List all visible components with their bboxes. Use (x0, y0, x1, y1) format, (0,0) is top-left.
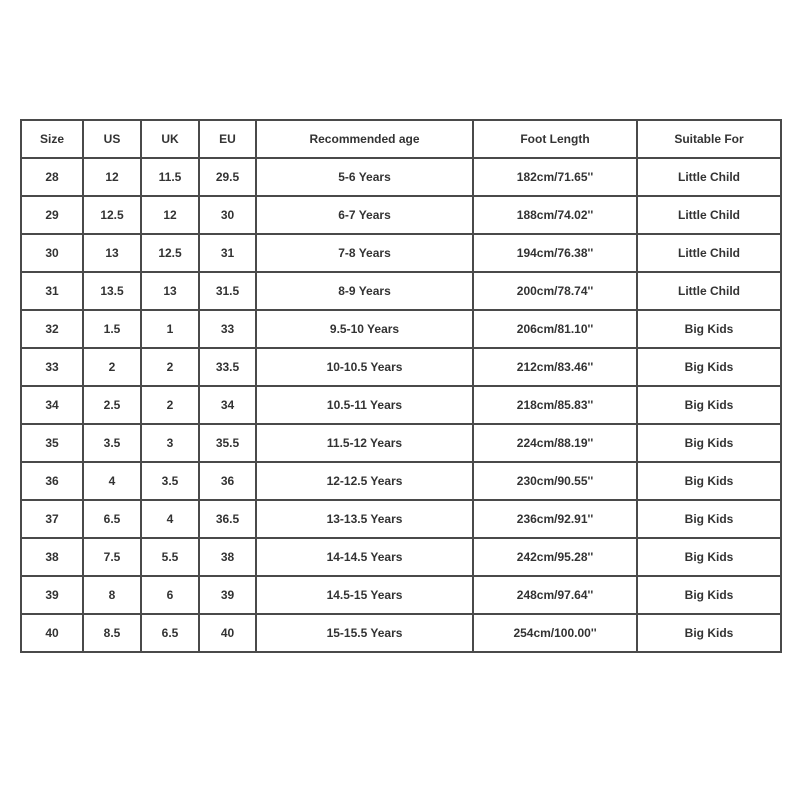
eu-cell: 34 (199, 386, 256, 424)
suitable-for-cell: Big Kids (637, 424, 781, 462)
table-row (21, 348, 781, 386)
us-cell: 3.5 (83, 424, 141, 462)
recommended-age-cell: 13-13.5 Years (256, 500, 473, 538)
us-cell: 2 (83, 348, 141, 386)
size-cell: 30 (21, 234, 83, 272)
suitable-for-cell: Little Child (637, 272, 781, 310)
foot-length-cell: 230cm/90.55'' (473, 462, 637, 500)
header-cell-us: US (83, 120, 141, 158)
table-row (21, 310, 781, 348)
us-cell: 8 (83, 576, 141, 614)
eu-cell: 40 (199, 614, 256, 652)
table-row (21, 424, 781, 462)
uk-cell: 5.5 (141, 538, 199, 576)
table-row (21, 272, 781, 310)
eu-cell: 31.5 (199, 272, 256, 310)
suitable-for-cell: Big Kids (637, 538, 781, 576)
foot-length-cell: 218cm/85.83'' (473, 386, 637, 424)
us-cell: 12 (83, 158, 141, 196)
table-row (21, 576, 781, 614)
eu-cell: 33 (199, 310, 256, 348)
header-cell-foot-length: Foot Length (473, 120, 637, 158)
foot-length-cell: 248cm/97.64'' (473, 576, 637, 614)
size-cell: 28 (21, 158, 83, 196)
table-body (21, 158, 781, 652)
header-cell-uk: UK (141, 120, 199, 158)
size-cell: 29 (21, 196, 83, 234)
foot-length-cell: 242cm/95.28'' (473, 538, 637, 576)
us-cell: 1.5 (83, 310, 141, 348)
uk-cell: 3.5 (141, 462, 199, 500)
uk-cell: 6 (141, 576, 199, 614)
table-row (21, 500, 781, 538)
uk-cell: 11.5 (141, 158, 199, 196)
eu-cell: 33.5 (199, 348, 256, 386)
suitable-for-cell: Big Kids (637, 614, 781, 652)
suitable-for-cell: Big Kids (637, 462, 781, 500)
table-row (21, 462, 781, 500)
recommended-age-cell: 11.5-12 Years (256, 424, 473, 462)
foot-length-cell: 194cm/76.38'' (473, 234, 637, 272)
us-cell: 6.5 (83, 500, 141, 538)
uk-cell: 13 (141, 272, 199, 310)
recommended-age-cell: 15-15.5 Years (256, 614, 473, 652)
size-chart-table (20, 119, 782, 653)
recommended-age-cell: 7-8 Years (256, 234, 473, 272)
uk-cell: 12.5 (141, 234, 199, 272)
table-row (21, 386, 781, 424)
suitable-for-cell: Little Child (637, 158, 781, 196)
uk-cell: 2 (141, 386, 199, 424)
us-cell: 12.5 (83, 196, 141, 234)
uk-cell: 4 (141, 500, 199, 538)
us-cell: 2.5 (83, 386, 141, 424)
table-row (21, 538, 781, 576)
size-cell: 37 (21, 500, 83, 538)
eu-cell: 31 (199, 234, 256, 272)
recommended-age-cell: 5-6 Years (256, 158, 473, 196)
foot-length-cell: 236cm/92.91'' (473, 500, 637, 538)
recommended-age-cell: 10.5-11 Years (256, 386, 473, 424)
uk-cell: 1 (141, 310, 199, 348)
recommended-age-cell: 9.5-10 Years (256, 310, 473, 348)
eu-cell: 30 (199, 196, 256, 234)
suitable-for-cell: Big Kids (637, 386, 781, 424)
foot-length-cell: 200cm/78.74'' (473, 272, 637, 310)
table-row (21, 614, 781, 652)
header-cell-suitable-for: Suitable For (637, 120, 781, 158)
foot-length-cell: 224cm/88.19'' (473, 424, 637, 462)
foot-length-cell: 206cm/81.10'' (473, 310, 637, 348)
foot-length-cell: 212cm/83.46'' (473, 348, 637, 386)
size-cell: 34 (21, 386, 83, 424)
header-cell-size: Size (21, 120, 83, 158)
suitable-for-cell: Little Child (637, 196, 781, 234)
uk-cell: 2 (141, 348, 199, 386)
recommended-age-cell: 6-7 Years (256, 196, 473, 234)
size-cell: 38 (21, 538, 83, 576)
eu-cell: 29.5 (199, 158, 256, 196)
us-cell: 4 (83, 462, 141, 500)
table-row (21, 158, 781, 196)
eu-cell: 36.5 (199, 500, 256, 538)
header-row (21, 120, 781, 158)
size-cell: 32 (21, 310, 83, 348)
us-cell: 8.5 (83, 614, 141, 652)
recommended-age-cell: 14-14.5 Years (256, 538, 473, 576)
recommended-age-cell: 14.5-15 Years (256, 576, 473, 614)
uk-cell: 6.5 (141, 614, 199, 652)
suitable-for-cell: Big Kids (637, 348, 781, 386)
eu-cell: 36 (199, 462, 256, 500)
recommended-age-cell: 10-10.5 Years (256, 348, 473, 386)
uk-cell: 3 (141, 424, 199, 462)
suitable-for-cell: Big Kids (637, 576, 781, 614)
size-cell: 33 (21, 348, 83, 386)
us-cell: 13 (83, 234, 141, 272)
foot-length-cell: 188cm/74.02'' (473, 196, 637, 234)
recommended-age-cell: 12-12.5 Years (256, 462, 473, 500)
suitable-for-cell: Little Child (637, 234, 781, 272)
eu-cell: 39 (199, 576, 256, 614)
recommended-age-cell: 8-9 Years (256, 272, 473, 310)
size-cell: 40 (21, 614, 83, 652)
uk-cell: 12 (141, 196, 199, 234)
header-cell-eu: EU (199, 120, 256, 158)
us-cell: 7.5 (83, 538, 141, 576)
header-cell-recommended-age: Recommended age (256, 120, 473, 158)
eu-cell: 38 (199, 538, 256, 576)
us-cell: 13.5 (83, 272, 141, 310)
suitable-for-cell: Big Kids (637, 310, 781, 348)
foot-length-cell: 254cm/100.00'' (473, 614, 637, 652)
size-cell: 36 (21, 462, 83, 500)
table-row (21, 196, 781, 234)
eu-cell: 35.5 (199, 424, 256, 462)
suitable-for-cell: Big Kids (637, 500, 781, 538)
size-cell: 35 (21, 424, 83, 462)
table-row (21, 234, 781, 272)
size-cell: 31 (21, 272, 83, 310)
size-cell: 39 (21, 576, 83, 614)
foot-length-cell: 182cm/71.65'' (473, 158, 637, 196)
